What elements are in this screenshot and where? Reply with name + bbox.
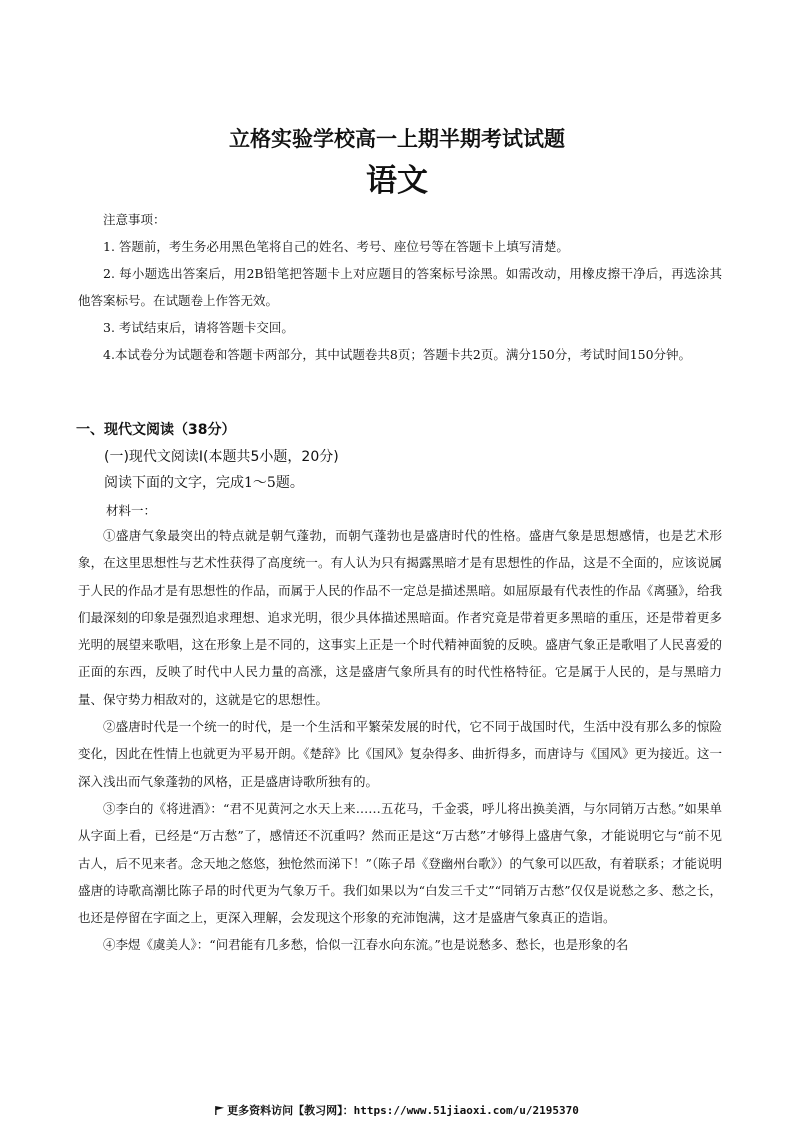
material-label: 材料一：	[106, 503, 157, 518]
exam-title: 立格实验学校高一上期半期考试试题	[229, 127, 565, 151]
reading-passage	[78, 522, 722, 959]
section-title: 一、现代文阅读（38分）	[76, 422, 236, 438]
notice-heading: 注意事项：	[103, 212, 166, 227]
passage-paragraph-1: ①盛唐气象最突出的特点就是朝气蓬勃，而朝气蓬勃也是盛唐时代的性格。盛唐气象是思想感情，也是艺术形象，在这里思想性与艺术性获得了高度统一。有人认为只有揭露黑暗才是有思想性的作品，这是不全面的，应该说属于人民的作品才是有思想性的作品，而属于人民的作品不一定总是描述黑暗。如屈原最有代表性的作品《离骚》，给我们最深刻的印象是强烈追求理想、追求光明，很少具体描述黑暗面。作者究竟是带着更多黑暗的重压，还是带着更多光明的展望来歌唱，这在形象上是不同的，这事实上正是一个时代精神面貌的反映。盛唐气象正是歌唱了人民喜爱的正面的东西，反映了时代中人民力量的高涨，这是盛唐气象所具有的时代性格特征。它是属于人民的，是与黑暗力量、保守势力相敌对的，这就是它的思想性。	[78, 528, 722, 707]
notice-block	[78, 206, 722, 368]
notice-item-1: 1. 答题前，考生务必用黑色笔将自己的姓名、考号、座位号等在答题卡上填写清楚。	[103, 239, 569, 254]
passage-paragraph-4: ④李煜《虞美人》：“问君能有几多愁，恰似一江春水向东流。”也是说愁多、愁长，也是形象的名	[103, 937, 629, 953]
flag-icon	[215, 1106, 224, 1115]
reading-instruction: 阅读下面的文字，完成1～5题。	[104, 475, 304, 491]
footer-link[interactable]: 更多资料访问【教习网】：https://www.51jiaoxi.com/u/2195370	[227, 1104, 579, 1117]
notice-item-4: 4.本试卷分为试题卷和答题卡两部分，其中试题卷共8页；答题卡共2页。满分150分，考试时间150分钟。	[103, 347, 692, 362]
subsection-title: (一)现代文阅读Ⅰ(本题共5小题，20分)	[104, 449, 339, 465]
notice-item-3: 3. 考试结束后，请将答题卡交回。	[103, 320, 294, 335]
footer	[0, 1103, 794, 1119]
passage-paragraph-2: ②盛唐时代是一个统一的时代，是一个生活和平繁荣发展的时代，它不同于战国时代，生活中没有那么多的惊险变化，因此在性情上也就更为平易开朗。《楚辞》比《国风》复杂得多、曲折得多，而唐诗与《国风》更为接近。这一深入浅出而气象蓬勃的风格，正是盛唐诗歌所独有的。	[78, 719, 722, 789]
passage-paragraph-3: ③李白的《将进酒》：“君不见黄河之水天上来……五花马，千金裘，呼儿将出换美酒，与尔同销万古愁。”如果单从字面上看，已经是“万古愁”了，感情还不沉重吗？然而正是这“万古愁”才够得上盛唐气象，才能说明它与“前不见古人，后不见来者。念天地之悠悠，独怆然而涕下！”（陈子昂《登幽州台歌》）的气象可以匹敌，有着联系；才能说明盛唐的诗歌高潮比陈子昂的时代更为气象万千。我们如果以为“白发三千丈”“同销万古愁”仅仅是说愁之多、愁之长，也还是停留在字面之上，更深入理解，会发现这个形象的充沛饱满，这才是盛唐气象真正的造诣。	[78, 800, 722, 926]
notice-item-2: 2. 每小题选出答案后，用2B铅笔把答题卡上对应题目的答案标号涂黑。如需改动，用橡皮擦干净后，再选涂其他答案标号。在试题卷上作答无效。	[78, 266, 722, 308]
subject-title: 语文	[366, 163, 428, 199]
